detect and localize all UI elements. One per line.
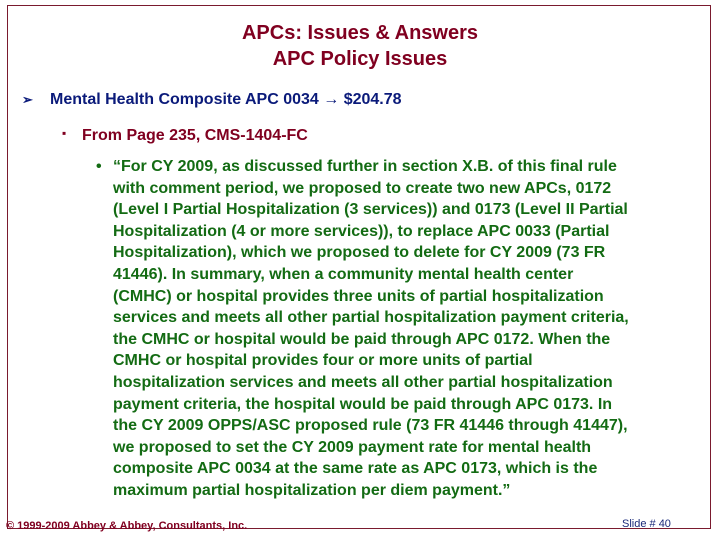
slide-number: Slide # 40 [622,518,671,530]
title-line-2: APC Policy Issues [272,48,448,70]
title-line-1: APCs: Issues & Answers [241,22,478,44]
quote-line: 41446). In summary, when a community mental health center [113,265,574,283]
quote-bullet [96,156,629,502]
quote-line: the CY 2009 OPPS/ASC proposed rule (73 FR 41446 through 41447), [113,417,628,435]
copyright: © 1999-2009 Abbey & Abbey, Consultants, Inc. [6,520,248,532]
bullet-text: Mental Health Composite APC 0034 → $204.78 [50,91,402,108]
quote-line: with comment period, we proposed to create two new APCs, 0172 [113,179,612,197]
slide-title [0,20,720,72]
dot-bullet-icon: • [96,158,102,175]
quote-line: Hospitalization), which we proposed to delete for CY 2009 (73 FR [113,244,606,262]
arrow-bullet-icon: ➢ [22,92,33,107]
quote-line: (CMHC) or hospital provides three units of partial hospitalization [113,287,604,305]
bullet-text: From Page 235, CMS-1404-FC [82,127,308,144]
quote-line: payment criteria, the hospital would be paid through APC 0173. In [113,395,613,413]
bullet-level-1 [22,91,402,109]
bullet-level-2 [62,127,308,145]
quote-line: services and meets all other partial hospitalization payment criteria, [113,309,629,327]
quote-text [113,156,629,502]
quote-line: the CMHC or hospital would be paid through APC 0172. When the [113,330,611,348]
quote-line: “For CY 2009, as discussed further in section X.B. of this final rule [113,158,617,175]
quote-line: composite APC 0034 at the same rate as APC 0173, which is the [113,460,598,478]
quote-line: hospitalization services and meets all other partial hospitalization [113,373,613,391]
quote-line: CMHC or hospital provides four or more units of partial [113,352,533,370]
quote-line: maximum partial hospitalization per diem payment.” [113,481,511,499]
quote-line: we proposed to set the CY 2009 payment rate for mental health [113,438,592,456]
quote-line: Hospitalization (4 or more services)), to replace APC 0033 (Partial [113,222,610,240]
square-bullet-icon: ▪ [62,126,67,140]
quote-line: (Level I Partial Hospitalization (3 services)) and 0173 (Level II Partial [113,201,628,219]
